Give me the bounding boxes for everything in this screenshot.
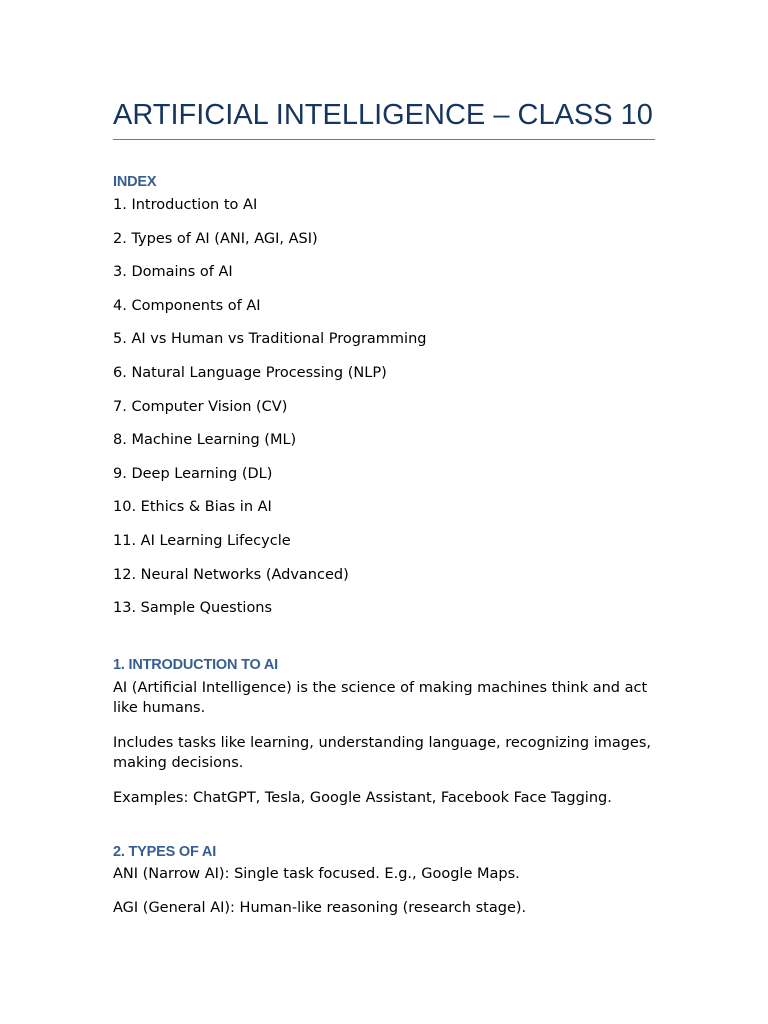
index-item: 9. Deep Learning (DL) xyxy=(113,465,273,482)
document-title: ARTIFICIAL INTELLIGENCE – CLASS 10 xyxy=(113,99,653,131)
index-item: 6. Natural Language Processing (NLP) xyxy=(113,364,387,381)
section-paragraph: Includes tasks like learning, understanding language, recognizing images, making decisions. xyxy=(113,735,652,771)
section-paragraph: ANI (Narrow AI): Single task focused. E.g., Google Maps. xyxy=(113,866,520,882)
index-item: 10. Ethics & Bias in AI xyxy=(113,499,272,516)
section-paragraph: AI (Artificial Intelligence) is the science of making machines think and act like humans. xyxy=(113,680,648,716)
section-paragraph: AGI (General AI): Human-like reasoning (research stage). xyxy=(113,900,527,916)
index-item: 11. AI Learning Lifecycle xyxy=(113,532,291,549)
index-item: 12. Neural Networks (Advanced) xyxy=(113,566,349,583)
section-heading-types-of-ai: 2. TYPES OF AI xyxy=(113,844,217,860)
index-item: 2. Types of AI (ANI, AGI, ASI) xyxy=(113,230,318,247)
index-item: 3. Domains of AI xyxy=(113,264,233,281)
index-item: 13. Sample Questions xyxy=(113,600,273,617)
title-underline xyxy=(113,139,655,140)
index-item: 8. Machine Learning (ML) xyxy=(113,432,297,449)
index-heading: INDEX xyxy=(113,174,157,190)
index-list xyxy=(113,195,426,632)
section-paragraph: Examples: ChatGPT, Tesla, Google Assistant, Facebook Face Tagging. xyxy=(113,790,612,806)
section-heading-introduction: 1. INTRODUCTION TO AI xyxy=(113,657,278,673)
index-item: 5. AI vs Human vs Traditional Programming xyxy=(113,331,427,348)
index-item: 1. Introduction to AI xyxy=(113,197,258,213)
index-item: 4. Components of AI xyxy=(113,297,261,314)
index-item: 7. Computer Vision (CV) xyxy=(113,398,288,415)
